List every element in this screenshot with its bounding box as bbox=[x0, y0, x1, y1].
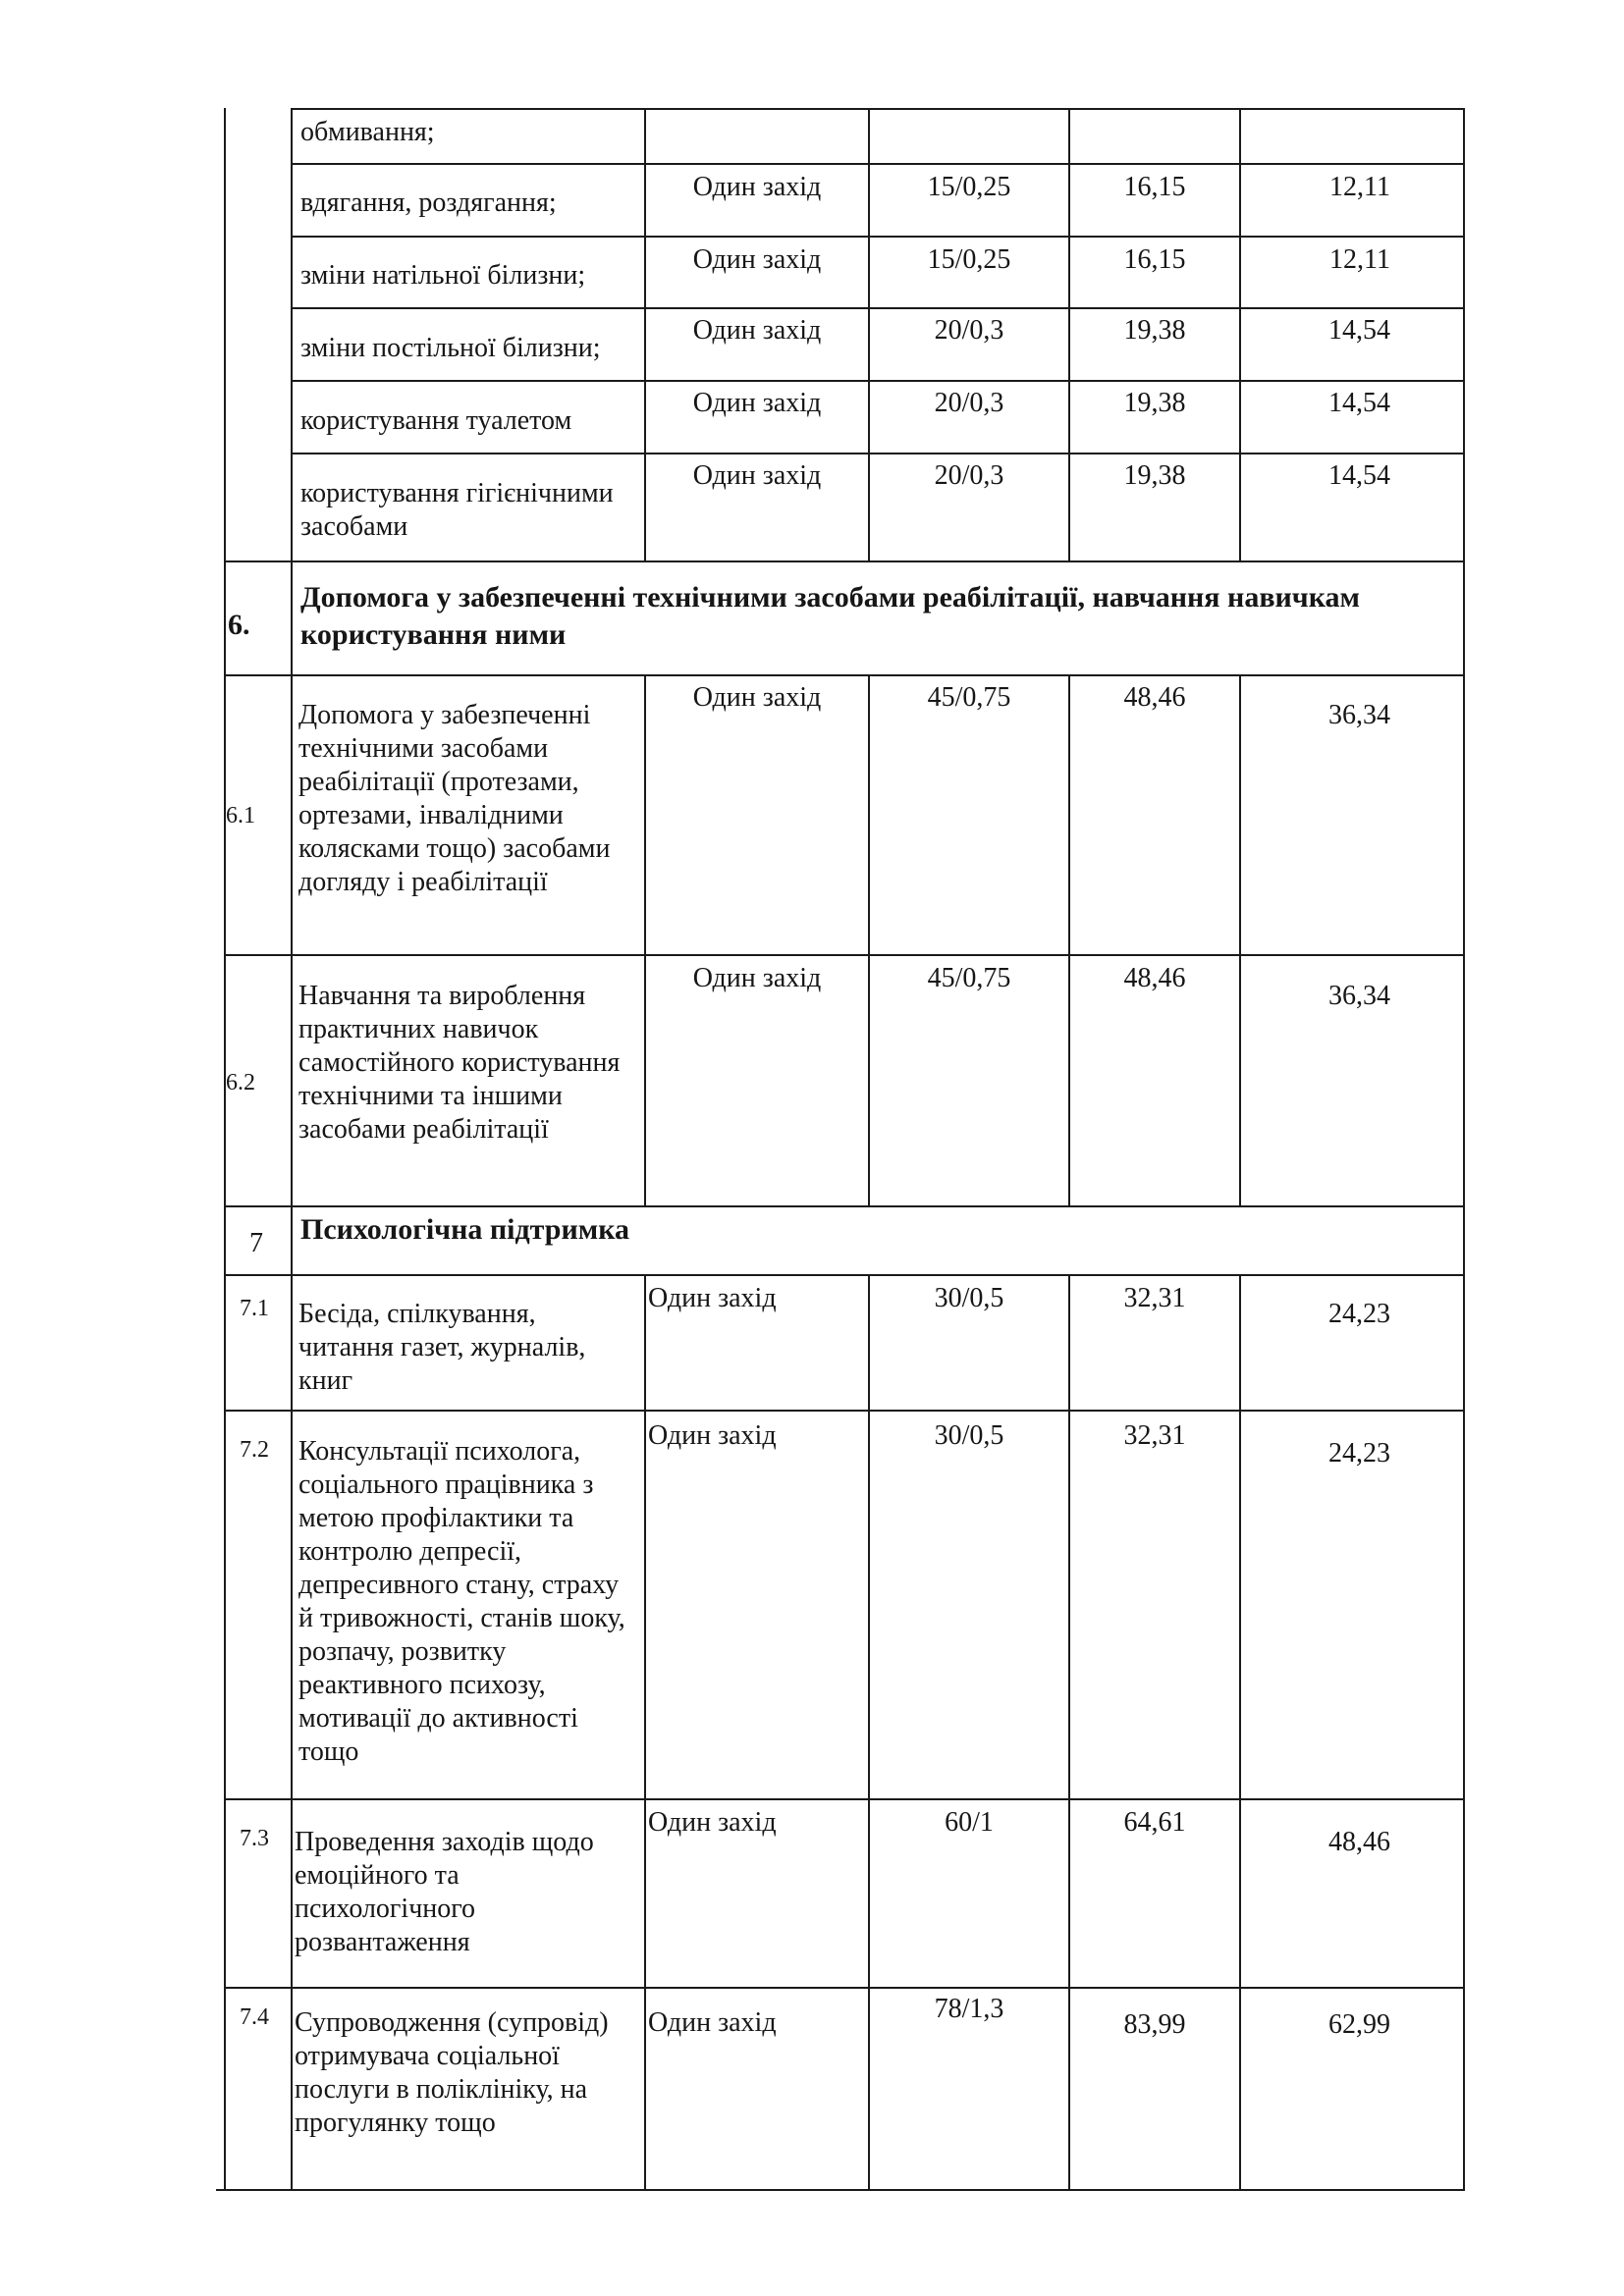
row-line bbox=[216, 2189, 1465, 2191]
price-cell: 24,23 bbox=[1328, 1438, 1390, 1468]
item-number: 7.3 bbox=[240, 1826, 269, 1851]
row-line bbox=[224, 1987, 1465, 1989]
task-cell: Супроводження (супровід) отримувача соціальної послуги в поліклініку, на прогулянку тощо bbox=[295, 2007, 609, 2138]
price-cell: 14,54 bbox=[1328, 315, 1390, 346]
row-line bbox=[224, 1205, 1465, 1207]
time-cell: 45/0,75 bbox=[927, 963, 1011, 993]
row-line bbox=[291, 108, 1465, 110]
col-line bbox=[644, 1274, 646, 2189]
task-cell: користування туалетом bbox=[300, 405, 572, 436]
section-number: 6. bbox=[228, 609, 250, 641]
time-cell: 15/0,25 bbox=[927, 172, 1011, 202]
price-cell: 48,46 bbox=[1328, 1827, 1390, 1857]
unit-cell: Один захід bbox=[692, 172, 822, 202]
row-line bbox=[224, 1798, 1465, 1800]
task-cell: користування гігієнічними засобами bbox=[300, 478, 614, 542]
price-cell: 16,15 bbox=[1123, 172, 1186, 202]
price-cell: 14,54 bbox=[1328, 460, 1390, 491]
price-cell: 48,46 bbox=[1123, 963, 1186, 993]
time-cell: 20/0,3 bbox=[934, 460, 1004, 491]
col-line bbox=[1068, 1274, 1070, 2189]
row-line bbox=[291, 453, 1465, 454]
unit-cell: Один захід bbox=[648, 1420, 777, 1451]
time-cell: 30/0,5 bbox=[934, 1420, 1004, 1451]
item-number: 6.2 bbox=[226, 1070, 255, 1095]
task-cell: Допомога у забезпеченні технічними засобами реабілітації (протезами, ортезами, інвалідними колясками тощо) засобами догляду і реабілітації bbox=[298, 700, 611, 897]
price-cell: 83,99 bbox=[1123, 2009, 1186, 2040]
col-line bbox=[868, 1274, 870, 2189]
task-cell: Навчання та вироблення практичних навичок самостійного користування технічними та іншими засобами реабілітації bbox=[298, 981, 621, 1145]
col-line bbox=[224, 108, 226, 2189]
time-cell: 45/0,75 bbox=[927, 682, 1011, 713]
unit-cell: Один захід bbox=[648, 1283, 777, 1313]
row-line bbox=[291, 163, 1465, 165]
col-line bbox=[644, 674, 646, 1205]
row-line bbox=[224, 1410, 1465, 1412]
row-line bbox=[224, 1274, 1465, 1276]
price-cell: 19,38 bbox=[1123, 460, 1186, 491]
price-cell: 62,99 bbox=[1328, 2009, 1390, 2040]
time-cell: 20/0,3 bbox=[934, 388, 1004, 418]
task-cell: зміни натільної білизни; bbox=[300, 260, 586, 291]
col-line bbox=[1068, 674, 1070, 1205]
task-cell: обмивання; bbox=[300, 117, 435, 147]
task-cell: зміни постільної білизни; bbox=[300, 333, 601, 363]
unit-cell: Один захід bbox=[692, 460, 822, 491]
price-cell: 14,54 bbox=[1328, 388, 1390, 418]
row-line bbox=[291, 236, 1465, 238]
task-cell: Консультації психолога, соціального працівника з метою профілактики та контролю депресії, депресивного стану, страху й тривожності, станів шоку, розпачу, розвитку реактивного психозу, мотивації до активності тощо bbox=[298, 1436, 625, 1767]
unit-cell: Один захід bbox=[648, 1807, 777, 1838]
price-cell: 12,11 bbox=[1329, 172, 1390, 202]
row-line bbox=[291, 380, 1465, 382]
section-title: Допомога у забезпеченні технічними засобами реабілітації, навчання навичкам користування ними bbox=[300, 581, 1360, 651]
time-cell: 15/0,25 bbox=[927, 244, 1011, 275]
price-cell: 12,11 bbox=[1329, 244, 1390, 275]
unit-cell: Один захід bbox=[692, 315, 822, 346]
item-number: 7.4 bbox=[240, 2004, 269, 2030]
price-cell: 32,31 bbox=[1123, 1420, 1186, 1451]
col-line bbox=[868, 674, 870, 1205]
unit-cell: Один захід bbox=[692, 244, 822, 275]
unit-cell: Один захід bbox=[692, 963, 822, 993]
price-cell: 19,38 bbox=[1123, 315, 1186, 346]
price-cell: 36,34 bbox=[1328, 700, 1390, 730]
section-title: Психологічна підтримка bbox=[300, 1213, 630, 1246]
time-cell: 30/0,5 bbox=[934, 1283, 1004, 1313]
task-cell: Проведення заходів щодо емоційного та психологічного розвантаження bbox=[295, 1827, 594, 1957]
task-cell: Бесіда, спілкування, читання газет, журналів, книг bbox=[298, 1299, 586, 1396]
row-line bbox=[224, 561, 1465, 562]
price-cell: 64,61 bbox=[1123, 1807, 1186, 1838]
section-number: 7 bbox=[249, 1228, 263, 1258]
col-line bbox=[1239, 1274, 1241, 2189]
col-line bbox=[291, 108, 293, 2189]
price-cell: 36,34 bbox=[1328, 981, 1390, 1011]
item-number: 7.1 bbox=[240, 1296, 269, 1321]
unit-cell: Один захід bbox=[692, 388, 822, 418]
time-cell: 78/1,3 bbox=[934, 1994, 1004, 2024]
col-line bbox=[1463, 108, 1465, 2189]
row-line bbox=[224, 954, 1465, 956]
task-cell: вдягання, роздягання; bbox=[300, 187, 557, 218]
price-cell: 24,23 bbox=[1328, 1299, 1390, 1329]
item-number: 7.2 bbox=[240, 1437, 269, 1463]
row-line bbox=[224, 674, 1465, 676]
price-cell: 16,15 bbox=[1123, 244, 1186, 275]
price-cell: 32,31 bbox=[1123, 1283, 1186, 1313]
unit-cell: Один захід bbox=[692, 682, 822, 713]
time-cell: 20/0,3 bbox=[934, 315, 1004, 346]
item-number: 6.1 bbox=[226, 803, 255, 828]
unit-cell: Один захід bbox=[648, 2007, 777, 2038]
time-cell: 60/1 bbox=[945, 1807, 994, 1838]
price-cell: 48,46 bbox=[1123, 682, 1186, 713]
row-line bbox=[291, 307, 1465, 309]
col-line bbox=[1239, 674, 1241, 1205]
price-cell: 19,38 bbox=[1123, 388, 1186, 418]
